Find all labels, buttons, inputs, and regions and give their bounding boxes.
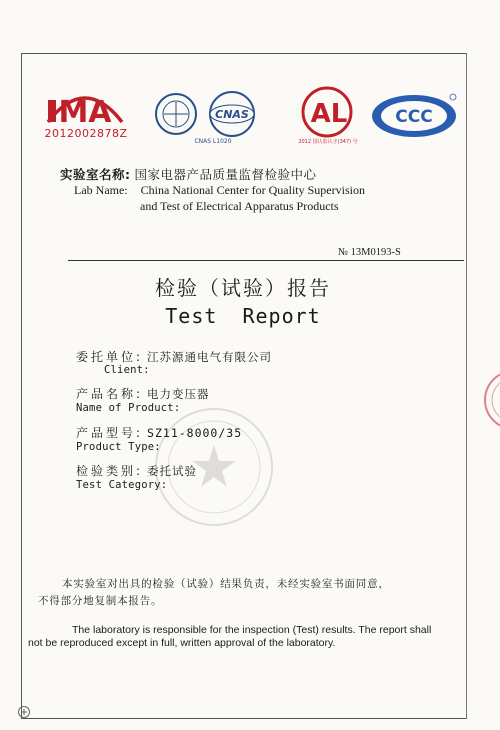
field-product-name xyxy=(76,385,210,402)
report-number-rule xyxy=(68,260,464,261)
field-test-category xyxy=(76,462,197,479)
cma-logo-text: MA xyxy=(58,95,112,130)
note-en-line-2: not be reproduced except in full, written approval of the laboratory. xyxy=(28,637,336,649)
lab-name-en-value-2: and Test of Electrical Apparatus Products xyxy=(140,199,339,213)
cal-logo xyxy=(287,84,367,140)
cal-logo-text: AL xyxy=(310,99,348,129)
cal-code: 2012 国认监认字(347) 号 xyxy=(298,139,358,145)
lab-name-cn-value: 国家电器产品质量监督检验中心 xyxy=(134,167,317,182)
lab-name-en-value-1: China National Center for Quality Supervision xyxy=(140,183,365,197)
ccc-logo-text: CCC xyxy=(395,107,433,127)
cma-code: 2012002878Z xyxy=(44,127,128,140)
field-product-type-en: Product Type: xyxy=(76,441,161,453)
lab-name-en-label: Lab Name: xyxy=(74,183,128,197)
ccc-logo xyxy=(370,92,458,140)
field-test-category-en: Test Category: xyxy=(76,479,168,491)
field-product-type xyxy=(76,424,242,441)
field-test-category-label: 检验类别: xyxy=(76,464,144,478)
cnas-logo xyxy=(152,88,270,140)
field-client xyxy=(76,348,272,365)
lab-name-en xyxy=(74,183,365,198)
field-product-type-value: SZ11-8000/35 xyxy=(147,426,243,440)
note-cn-line-2: 不得部分地复制本报告。 xyxy=(38,595,163,607)
field-product-name-en: Name of Product: xyxy=(76,402,181,414)
field-product-type-label: 产品型号: xyxy=(76,426,144,440)
cnas-code: CNAS L1020 xyxy=(194,138,232,145)
title-cn: 检验（试验）报告 xyxy=(155,276,331,300)
note-cn-line-1: 本实验室对出具的检验（试验）结果负责，未经实验室书面同意， xyxy=(62,578,390,590)
report-number: № 13M0193-S xyxy=(338,247,401,258)
cnas-logo-text: CNAS xyxy=(215,108,249,121)
field-product-name-value: 电力变压器 xyxy=(147,387,210,401)
title-en: Test Report xyxy=(165,304,321,328)
field-client-value: 江苏源通电气有限公司 xyxy=(147,350,273,364)
lab-name-cn-label: 实验室名称: xyxy=(60,167,131,182)
corner-mark-icon xyxy=(17,705,31,719)
edge-seal-stamp xyxy=(484,350,500,450)
field-client-label: 委托单位: xyxy=(76,350,144,364)
field-test-category-value: 委托试验 xyxy=(147,464,198,478)
lab-name-cn xyxy=(60,165,317,183)
field-client-en: Client: xyxy=(104,364,150,376)
field-product-name-label: 产品名称: xyxy=(76,387,144,401)
note-en-line-1: The laboratory is responsible for the inspection (Test) results. The report shall xyxy=(72,624,432,636)
